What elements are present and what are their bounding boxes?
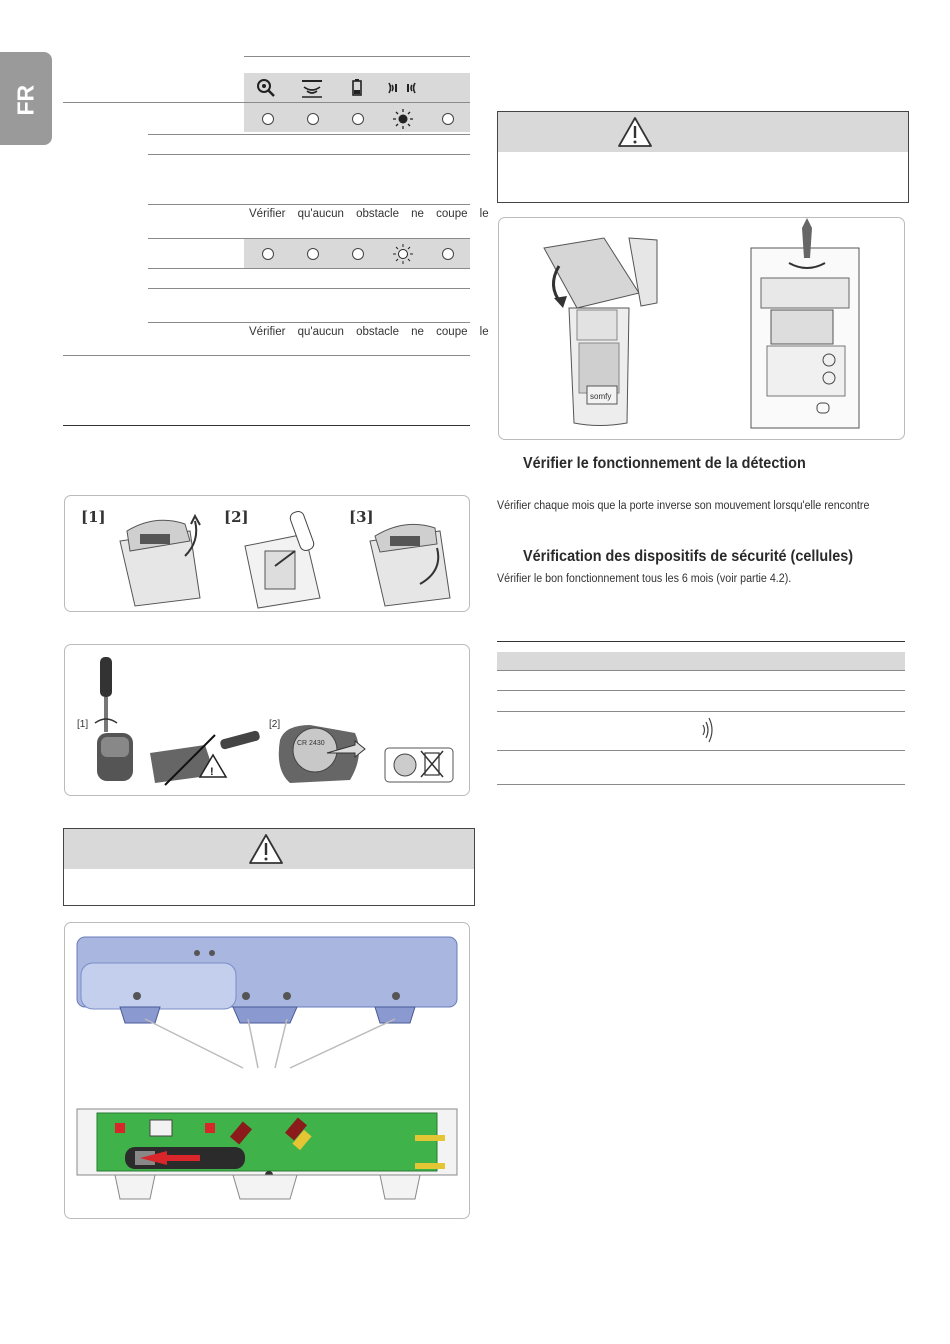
table-rule bbox=[497, 711, 905, 712]
photocell-battery-figure bbox=[64, 922, 470, 1219]
search-settings-icon bbox=[258, 80, 274, 96]
safety-heading: Vérification des dispositifs de sécurité (cellules) bbox=[523, 548, 854, 565]
warning-header bbox=[497, 111, 909, 154]
language-tab bbox=[0, 52, 52, 145]
table-note: Vérifier qu'aucun obstacle ne coupe le bbox=[249, 208, 489, 220]
table-rule bbox=[497, 690, 905, 691]
battery-icon bbox=[353, 79, 361, 95]
led-indicator bbox=[442, 248, 454, 260]
safety-text: Vérifier le bon fonctionnement tous les 6 mois (voir partie 4.2). bbox=[497, 573, 792, 585]
remote-battery-illustration bbox=[65, 496, 469, 611]
step-label: [3] bbox=[349, 508, 374, 526]
warning-body bbox=[63, 869, 475, 906]
detector-open-case-illustration bbox=[751, 218, 859, 428]
keypad-battery-illustration bbox=[65, 645, 469, 795]
warning-icon bbox=[617, 116, 653, 148]
table-rule bbox=[244, 56, 470, 57]
detection-icon bbox=[302, 81, 322, 97]
led-indicator bbox=[307, 113, 319, 125]
prohibited-opening-illustration bbox=[150, 730, 261, 785]
radio-signal-icon bbox=[389, 83, 415, 93]
language-tab-label: FR bbox=[12, 84, 39, 116]
table-bottom-rule bbox=[63, 425, 470, 426]
led-indicator bbox=[352, 248, 364, 260]
table-rule bbox=[497, 750, 905, 751]
remote-insert-battery-illustration bbox=[245, 510, 320, 608]
detection-heading: Vérifier le fonctionnement de la détection bbox=[523, 455, 806, 472]
detector-open-illustration bbox=[544, 238, 657, 426]
callout-lines bbox=[145, 1019, 395, 1068]
table-rule bbox=[148, 204, 470, 205]
led-indicator bbox=[307, 248, 319, 260]
remote-battery-figure bbox=[64, 495, 470, 612]
keypad-device-illustration bbox=[97, 733, 133, 781]
keypad-battery-figure bbox=[64, 644, 470, 796]
table-rule bbox=[497, 670, 905, 671]
brand-mark: somfy bbox=[590, 392, 612, 401]
coin-cell-insert-illustration bbox=[279, 725, 365, 783]
table-rule bbox=[148, 322, 470, 323]
detection-text: Vérifier chaque mois que la porte inverse son mouvement lorsqu'elle rencontre bbox=[497, 500, 870, 512]
step-label: [1] bbox=[77, 719, 89, 730]
status-icons bbox=[244, 73, 470, 102]
coin-cell-label: CR 2430 bbox=[297, 740, 325, 747]
led-indicator bbox=[262, 113, 274, 125]
svg-text:!: ! bbox=[210, 766, 214, 778]
warning-body bbox=[497, 152, 909, 203]
warning-icon bbox=[248, 833, 284, 865]
table-rule bbox=[148, 268, 470, 269]
table-rule bbox=[148, 288, 470, 289]
table-rule bbox=[148, 134, 470, 135]
detector-figure bbox=[498, 217, 905, 440]
remote-close-illustration bbox=[370, 524, 450, 606]
step-label: [2] bbox=[269, 719, 281, 730]
photocell-housing-illustration bbox=[77, 937, 457, 1023]
pcb-illustration bbox=[77, 1109, 457, 1179]
led-on-indicator bbox=[392, 108, 414, 130]
led-indicator bbox=[352, 113, 364, 125]
table-rule bbox=[497, 784, 905, 785]
table-note: Vérifier qu'aucun obstacle ne coupe le bbox=[249, 326, 489, 338]
led-indicator bbox=[442, 113, 454, 125]
detector-illustration bbox=[499, 218, 904, 439]
table-header-band bbox=[497, 652, 905, 670]
step-label: [1] bbox=[81, 508, 106, 526]
table-top-rule bbox=[497, 641, 905, 642]
warning-header bbox=[63, 828, 475, 871]
table-rule bbox=[148, 154, 470, 155]
step-label: [2] bbox=[224, 508, 249, 526]
radio-wave-icon bbox=[700, 716, 718, 744]
pcb-mounting-tabs bbox=[115, 1175, 420, 1199]
table-rule bbox=[63, 355, 470, 356]
led-indicator bbox=[262, 248, 274, 260]
photocell-illustration bbox=[65, 923, 469, 1218]
screwdriver-illustration bbox=[95, 657, 117, 732]
remote-open-illustration bbox=[120, 516, 200, 606]
led-blink-indicator bbox=[392, 243, 414, 265]
battery-disposal-icon bbox=[385, 748, 453, 782]
